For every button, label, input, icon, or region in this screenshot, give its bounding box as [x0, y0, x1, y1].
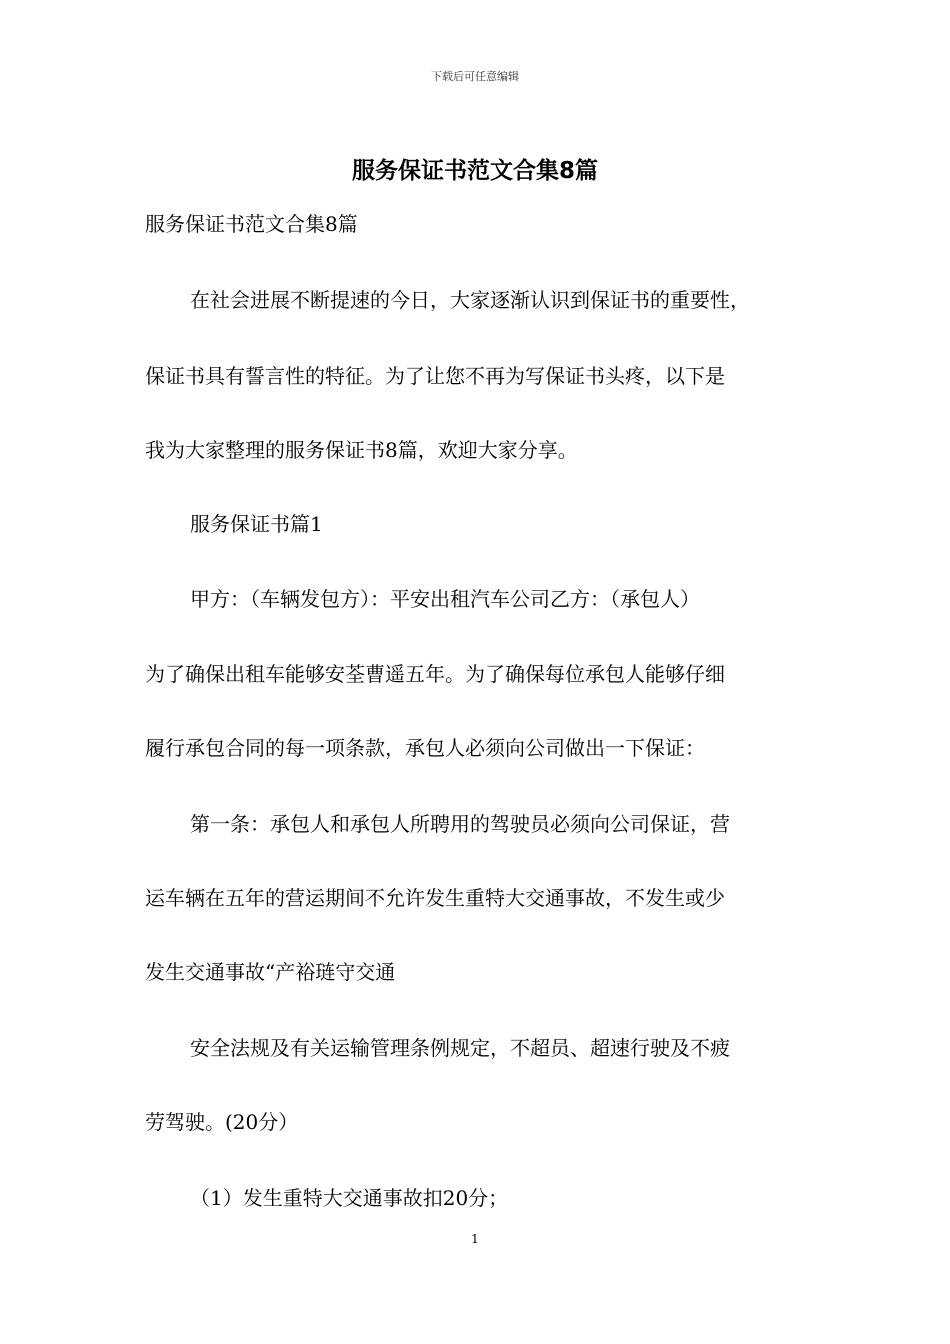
- page-header-note: 下载后可任意编辑: [431, 70, 519, 83]
- body-line-safety-2: 劳驾驶。(20分）: [145, 1110, 299, 1134]
- body-line-intro-1: 在社会进展不断提速的今日，大家逐渐认识到保证书的重要性，: [190, 288, 750, 312]
- document-title: 服务保证书范文合集8篇: [351, 158, 598, 184]
- body-line-article-2: 运车辆在五年的营运期间不允许发生重特大交通事故，不发生或少: [145, 886, 725, 910]
- body-line-purpose-1: 为了确保出租车能够安荃曹遥五年。为了确保每位承包人能够仔细: [145, 662, 725, 686]
- body-line-parties: 甲方：（车辆发包方）：平安出租汽车公司乙方：（承包人）: [190, 587, 700, 611]
- section-heading: 服务保证书篇1: [190, 512, 323, 536]
- body-line-article-1: 第一条：承包人和承包人所聘用的驾驶员必须向公司保证，营: [190, 812, 730, 836]
- body-line-intro-3: 我为大家整理的服务保证书8篇，欢迎大家分享。: [145, 438, 578, 462]
- subtitle-line: 服务保证书范文合集8篇: [145, 212, 358, 236]
- body-line-item-1: （1）发生重特大交通事故扣20分；: [190, 1186, 509, 1210]
- body-line-article-3: 发生交通事故“产裕琏守交通: [145, 960, 396, 984]
- body-line-purpose-2: 履行承包合同的每一项条款，承包人必须向公司做出一下保证：: [145, 736, 705, 760]
- body-line-safety-1: 安全法规及有关运输管理条例规定，不超员、超速行驶及不疲: [190, 1036, 730, 1060]
- page-number: 1: [471, 1232, 479, 1246]
- body-line-intro-2: 保证书具有誓言性的特征。为了让您不再为写保证书头疼，以下是: [145, 364, 725, 388]
